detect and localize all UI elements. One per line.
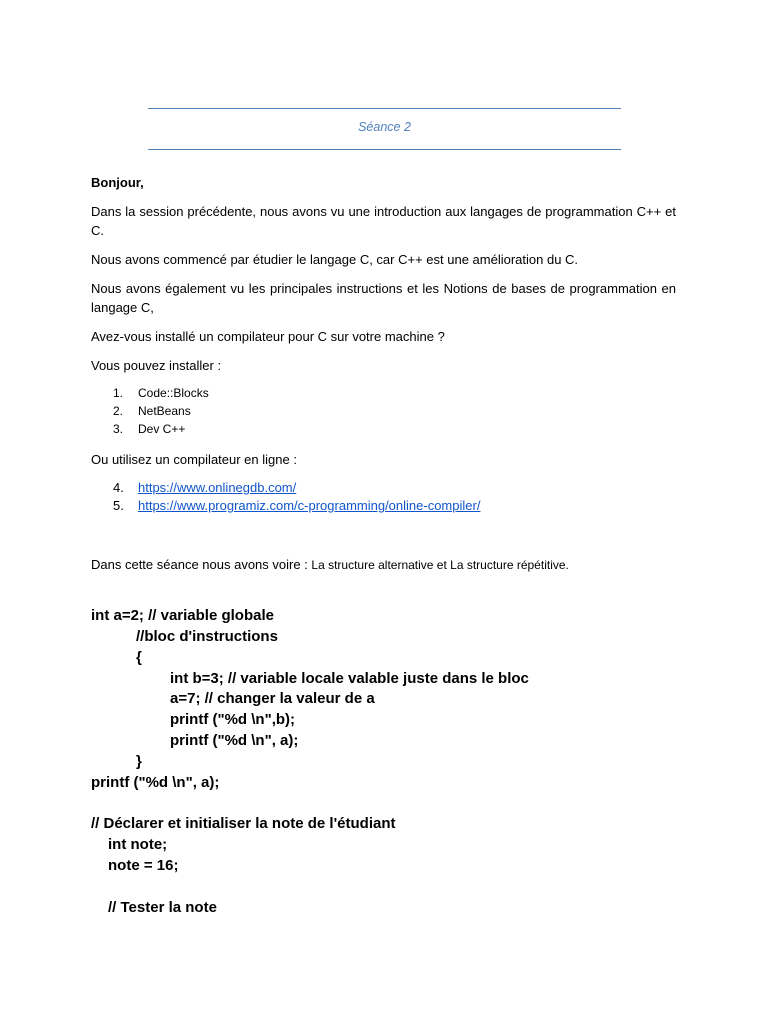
paragraph-language-c: Nous avons commencé par étudier le langage C, car C++ est une amélioration du C. [91,252,579,267]
header-rule-top [148,108,621,109]
code-line: a=7; // changer la valeur de a [170,690,375,707]
list-number: 4. [113,480,124,495]
list-number: 2. [113,404,124,418]
paragraph-install-intro: Vous pouvez installer : [91,358,222,373]
paragraph-online-intro: Ou utilisez un compilateur en ligne : [91,452,297,467]
list-number: 5. [113,498,124,513]
list-label: Dev C++ [138,422,186,436]
header-rule-bottom [148,149,621,150]
code-line: // Tester la note [108,899,217,916]
code-line: int b=3; // variable locale valable juste dans le bloc [170,670,529,687]
code-line: int a=2; // variable globale [91,607,274,624]
paragraph-session-topics [91,555,676,575]
list-number: 1. [113,386,124,400]
code-line: { [136,649,142,666]
programiz-link[interactable]: https://www.programiz.com/c-programming/online-compiler/ [138,498,481,513]
code-line: // Déclarer et initialiser la note de l'étudiant [91,815,396,832]
onlinegdb-link[interactable]: https://www.onlinegdb.com/ [138,480,297,495]
list-label: NetBeans [138,404,191,418]
list-label: Code::Blocks [138,386,209,400]
code-line: printf ("%d \n", a); [170,732,299,749]
code-line: note = 16; [108,857,179,874]
code-line: int note; [108,836,168,853]
session-topics: La structure alternative et La structure répétitive. [311,558,569,572]
paragraph-instructions: Nous avons également vu les principales instructions et les Notions de bases de programmation en langage C, [91,281,676,315]
code-line: printf ("%d \n", a); [91,774,220,791]
code-line: printf ("%d \n",b); [170,711,296,728]
paragraph-compiler-question: Avez-vous installé un compilateur pour C sur votre machine ? [91,329,445,344]
code-line: //bloc d'instructions [136,628,278,645]
list-number: 3. [113,422,124,436]
session-prefix: Dans cette séance nous avons voire : [91,557,312,572]
greeting: Bonjour, [91,175,144,190]
code-line: } [136,753,142,770]
paragraph-session-summary: Dans la session précédente, nous avons vu une introduction aux langages de programmation C++ et C. [91,204,676,238]
page-title: Séance 2 [358,120,411,134]
